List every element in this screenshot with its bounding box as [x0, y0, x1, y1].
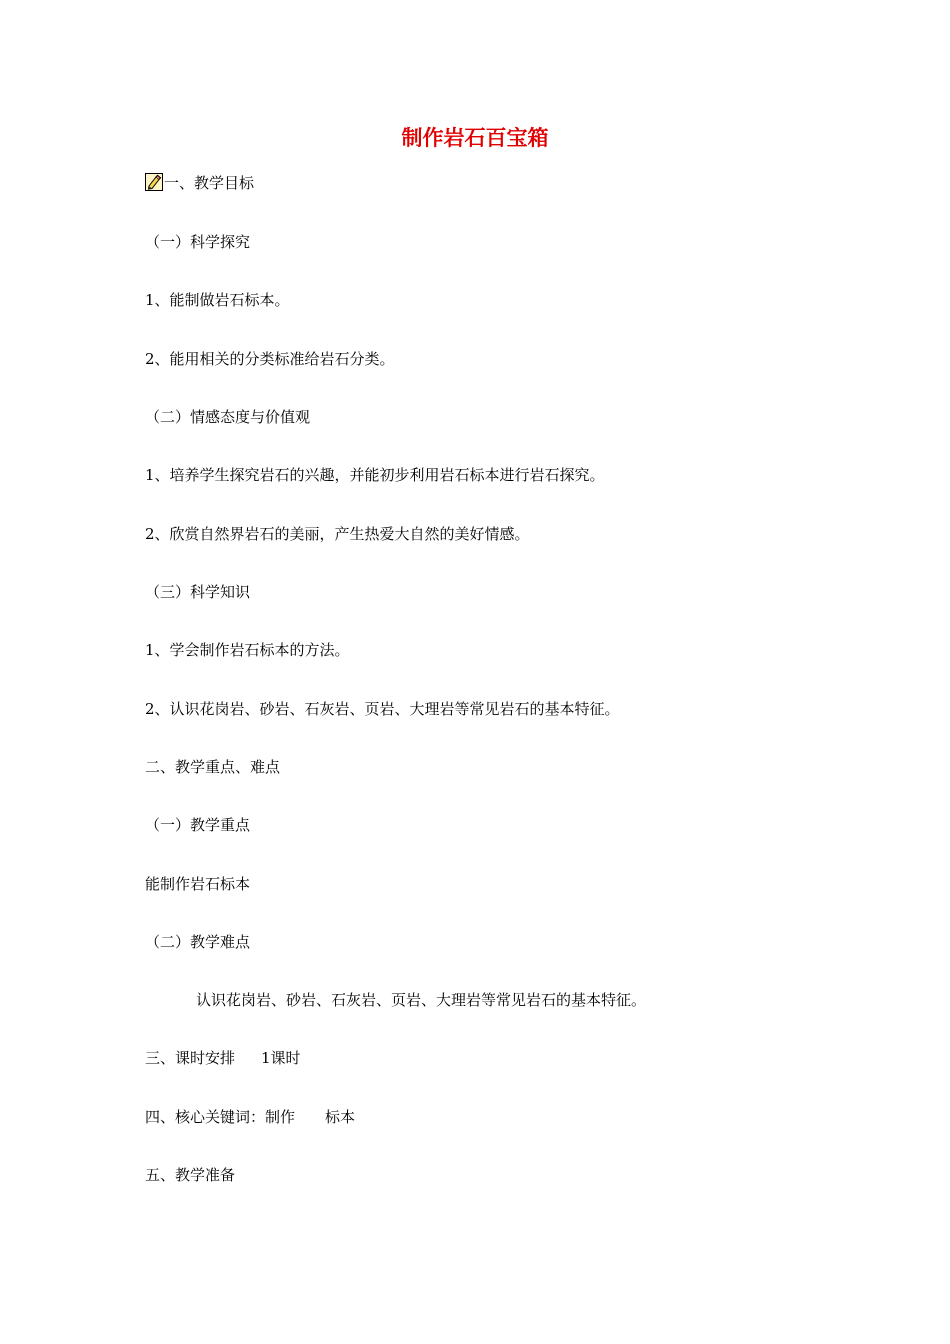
- list-item: 1、学会制作岩石标本的方法。: [145, 641, 350, 659]
- subsection-3: （三）科学知识: [145, 583, 251, 601]
- heading-3-label: 三、课时安排: [145, 1049, 236, 1067]
- paragraph: 认识花岗岩、砂岩、石灰岩、页岩、大理岩等常见岩石的基本特征。: [196, 991, 647, 1009]
- list-item: 2、欣赏自然界岩石的美丽，产生热爱大自然的美好情感。: [145, 525, 530, 543]
- subsection-4: （一）教学重点: [145, 816, 251, 834]
- heading-1-text: 一、教学目标: [164, 174, 255, 192]
- document-title: 制作岩石百宝箱: [401, 125, 549, 150]
- section-heading-4: [145, 1107, 355, 1127]
- pencil-note-icon: [145, 173, 163, 191]
- subsection-2: （二）情感态度与价值观: [145, 408, 311, 426]
- section-heading-2: 二、教学重点、难点: [145, 758, 281, 776]
- heading-4-label: 四、核心关键词：制作: [145, 1108, 296, 1126]
- heading-3-value: 1课时: [261, 1049, 301, 1067]
- paragraph: 能制作岩石标本: [145, 875, 251, 893]
- list-item: 2、能用相关的分类标准给岩石分类。: [145, 350, 395, 368]
- subsection-5: （二）教学难点: [145, 933, 251, 951]
- heading-4-value: 标本: [325, 1108, 356, 1126]
- subsection-1: （一）科学探究: [145, 233, 251, 251]
- list-item: 2、认识花岗岩、砂岩、石灰岩、页岩、大理岩等常见岩石的基本特征。: [145, 700, 620, 718]
- list-item: 1、能制做岩石标本。: [145, 291, 290, 309]
- list-item: 1、培养学生探究岩石的兴趣，并能初步利用岩石标本进行岩石探究。: [145, 466, 605, 484]
- section-heading-5: 五、教学准备: [145, 1166, 236, 1184]
- section-heading-3: [145, 1048, 301, 1068]
- section-heading-1: [145, 173, 254, 193]
